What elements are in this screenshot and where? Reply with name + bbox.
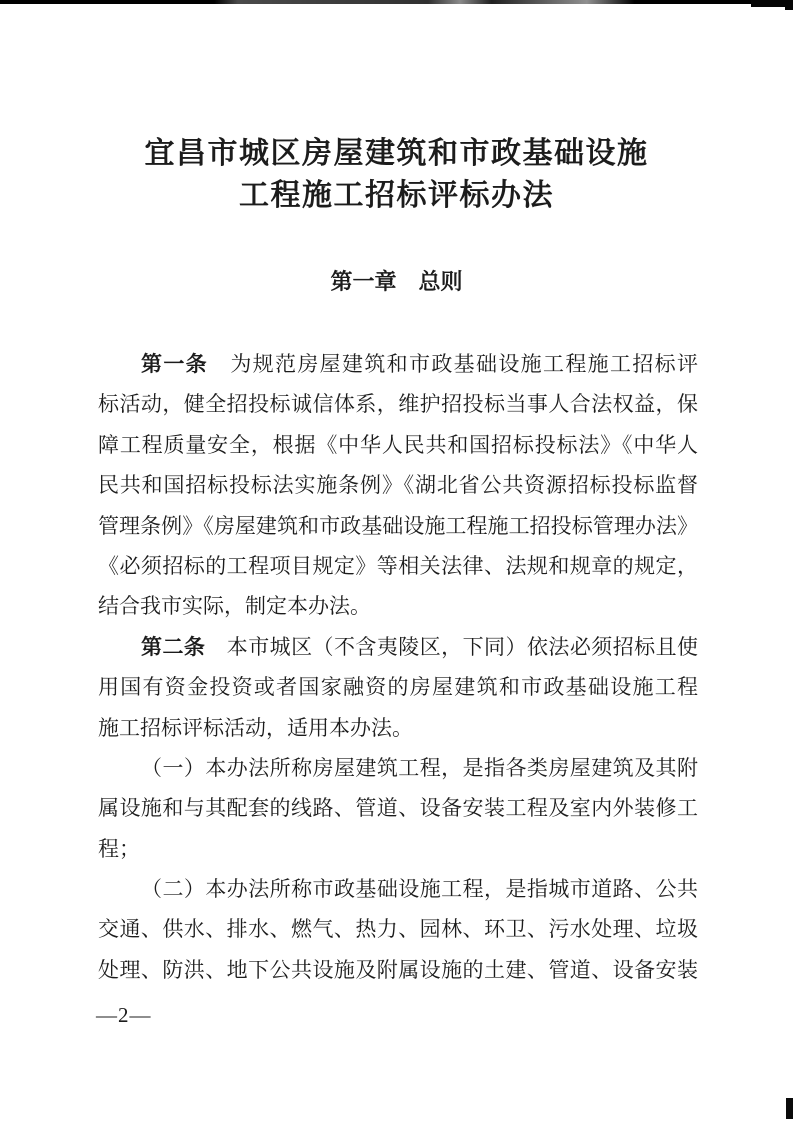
body-text-line: 用国有资金投资或者国家融资的房屋建筑和市政基础设施工程 [98,675,698,700]
body-text-line: 障工程质量安全，根据《中华人民共和国招标投标法》《中华人 [98,432,698,457]
body-text-line: 施工招标评标活动，适用本办法。 [98,715,413,740]
body-text-line: 第一条 为规范房屋建筑和市政基础设施工程施工招标评 [141,352,698,376]
article-number: 第一条 [141,353,208,376]
scan-artifact-corner [785,0,793,10]
chapter-heading: 第一章 总则 [330,269,463,294]
document-title-line-1: 宜昌市城区房屋建筑和市政基础设施 [144,137,649,170]
page-number: —2— [96,1003,152,1027]
body-text-line: 《必须招标的工程项目规定》等相关法律、法规和规章的规定， [98,553,698,578]
body-text-line: （一）本办法所称房屋建筑工程，是指各类房屋建筑及其附 [141,755,698,780]
document-body [98,344,698,990]
body-text-line: 属设施和与其配套的线路、管道、设备安装工程及室内外装修工 [98,796,698,821]
article-number: 第二条 [141,635,206,659]
body-text-line: 交通、供水、排水、燃气、热力、园林、环卫、污水处理、垃圾 [98,917,698,942]
scan-artifact-bottom-right [786,1098,793,1119]
body-text-line: （二）本办法所称市政基础设施工程，是指城市道路、公共 [141,877,698,902]
body-text-line: 民共和国招标投标法实施条例》《湖北省公共资源招标投标监督 [98,473,698,498]
document-title [0,133,793,217]
body-text-line: 管理条例》《房屋建筑和市政基础设施工程施工招投标管理办法》 [98,513,698,538]
body-text-line: 程； [98,836,140,861]
body-text-line: 标活动，健全招投标诚信体系，维护招投标当事人合法权益，保 [98,392,698,417]
body-text-line: 处理、防洪、地下公共设施及附属设施的土建、管道、设备安装 [98,957,698,982]
document-title-line-2: 工程施工招标评标办法 [239,179,554,212]
body-text-line: 结合我市实际，制定本办法。 [98,594,371,619]
body-text-line: 第二条 本市城区（不含夷陵区，下同）依法必须招标且使 [141,634,698,659]
scan-artifact-top-edge [0,0,793,4]
